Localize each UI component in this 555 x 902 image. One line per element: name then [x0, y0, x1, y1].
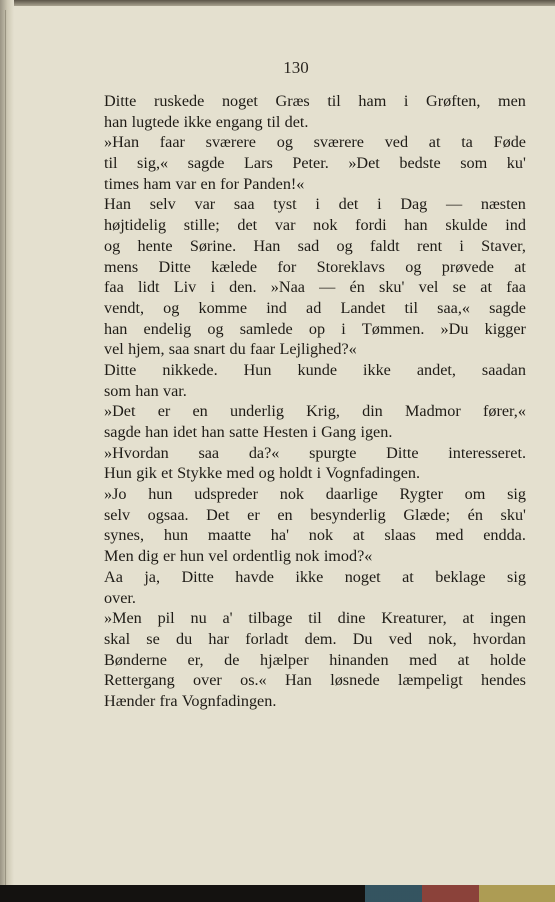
text-line: »Hvordan saa da?« spurgte Ditte interesseret.: [104, 443, 526, 462]
text-line: »Det er en underlig Krig, din Madmor fører,«: [104, 402, 526, 421]
text-line: Han selv var saa tyst i det i Dag — næsten: [104, 195, 526, 214]
text-line: højtidelig stille; det var nok fordi han skulde ind: [104, 216, 526, 235]
text-line: vel hjem, saa snart du faar Lejlighed?«: [104, 340, 357, 359]
text-line: Hun gik et Stykke med og holdt i Vognfadingen.: [104, 464, 421, 483]
text-line: over.: [104, 588, 136, 607]
text-line: han endelig og samlede op i Tømmen. »Du kigger: [104, 319, 526, 338]
text-line: og hente Sørine. Han sad og faldt rent i Staver,: [104, 236, 526, 255]
text-line: »Han faar sværere og sværere ved at ta Føde: [104, 133, 526, 152]
text-line: til sig,« sagde Lars Peter. »Det bedste som ku': [104, 154, 526, 173]
text-line: som han var.: [104, 381, 187, 400]
color-calibration-strip: [365, 885, 555, 902]
scan-bottom-band: [0, 885, 555, 902]
text-line: synes, hun maatte ha' nok at slaas med endda.: [104, 526, 526, 545]
text-line: Aa ja, Ditte havde ikke noget at beklage sig: [104, 567, 526, 586]
text-line: han lugtede ikke engang til det.: [104, 112, 309, 131]
text-line: times ham var en for Panden!«: [104, 174, 305, 193]
text-line: mens Ditte kælede for Storeklavs og prøvede at: [104, 257, 526, 276]
text-line: Ditte nikkede. Hun kunde ikke andet, saadan: [104, 360, 526, 379]
text-line: Men dig er hun vel ordentlig nok imod?«: [104, 547, 373, 566]
text-line: Rettergang over os.« Han løsnede læmpeligt hendes: [104, 671, 526, 690]
text-line: sagde han idet han satte Hesten i Gang igen.: [104, 423, 393, 441]
text-line: »Jo hun udspreder nok daarlige Rygter om sig: [104, 485, 526, 504]
text-line: skal se du har forladt dem. Du ved nok, hvordan: [104, 629, 526, 648]
text-line: Hænder fra Vognfadingen.: [104, 691, 277, 710]
text-line: Ditte ruskede noget Græs til ham i Grøften, men: [104, 92, 526, 110]
page-number: 130: [283, 58, 309, 77]
text-line: Bønderne er, de hjælper hinanden med at holde: [104, 650, 526, 669]
text-line: selv ogsaa. Det er en besynderlig Glæde; én sku': [104, 505, 526, 524]
text-line: vendt, og komme ind ad Landet til saa,« sagde: [104, 298, 526, 317]
text-line: »Men pil nu a' tilbage til dine Kreaturer, at ingen: [104, 609, 526, 628]
book-gutter: [0, 0, 14, 902]
gutter-fold-line: [5, 10, 6, 890]
body-text: [104, 91, 526, 712]
text-line: faa lidt Liv i den. »Naa — én sku' vel se at faa: [104, 278, 526, 297]
